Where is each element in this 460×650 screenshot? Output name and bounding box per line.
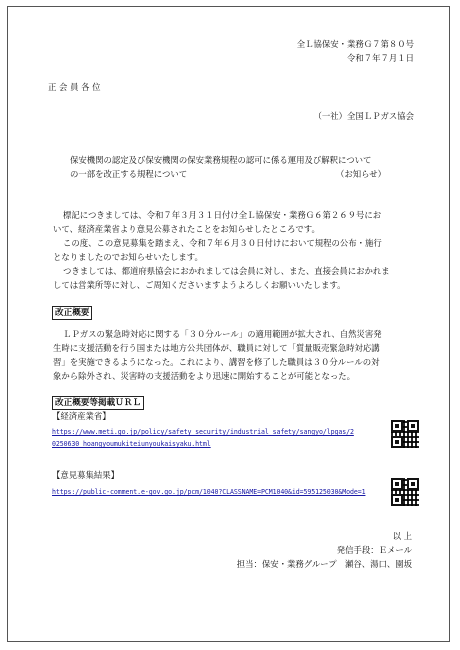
title-line-1: 保安機関の認定及び保安機関の保安業務規程の認可に係る運用及び解釈について xyxy=(70,155,372,165)
document-date: 令和７年７月１日 xyxy=(347,53,414,63)
closing-mark: 以 上 xyxy=(392,531,412,541)
comment-url[interactable]: https://public-comment.e-gov.go.jp/pcm/1040?CLASSNAME=PCM1040&id=595125030&Mode=1 xyxy=(52,488,366,496)
contact: 担当：保安・業務グループ 瀬谷、湯口、園坂 xyxy=(236,559,412,569)
comment-qr-code-icon xyxy=(391,478,419,506)
addressee: 正 会 員 各 位 xyxy=(48,82,101,92)
document-number: 全Ｌ協保安・業務Ｇ７第８０号 xyxy=(296,39,414,49)
body-p1-line1: 標記につきましては、令和７年３月３１日付け全Ｌ協保安・業務Ｇ６第２６９号にお xyxy=(63,210,382,220)
title-line-2: の一部を改正する規程について xyxy=(70,169,188,179)
body-p2-line1: この度、この意見募集を踏まえ、令和７年６月３０日付けにおいて規程の公布・施行 xyxy=(63,238,382,248)
summary-heading: 改正概要 xyxy=(52,306,92,320)
comment-label: 【意見募集結果】 xyxy=(52,470,119,480)
body-p3-line2: しては営業所等に対し、ご周知くださいますようよろしくお願いいたします。 xyxy=(53,280,346,290)
summary-line-1: ＬＰガスの緊急時対応に関する「３０分ルール」の適用範囲が拡大され、自然災害発 xyxy=(63,329,382,339)
title-tag: （お知らせ） xyxy=(336,169,386,179)
meti-url-line-2[interactable]: 0250630_hoangyoumukiteiunyoukaisyaku.html xyxy=(52,440,211,448)
meti-label: 【経済産業省】 xyxy=(52,411,111,421)
send-method: 発信手段：Ｅメール xyxy=(336,545,412,555)
links-heading: 改正概要等掲載ＵＲＬ xyxy=(52,396,144,410)
sender: （一社）全国ＬＰガス協会 xyxy=(313,111,414,121)
body-p1-line2: いて、経済産業省より意見公募されたことをお知らせしたところです。 xyxy=(53,224,320,234)
summary-line-4: 象から除外され、災害時の支援活動をより迅速に開始することが可能となった。 xyxy=(53,371,356,381)
meti-url-line-1[interactable]: https://www.meti.go.jp/policy/safety_security/industrial_safety/sangyo/lpgas/2 xyxy=(52,428,354,436)
meti-qr-code-icon xyxy=(391,420,419,448)
body-p2-line2: となりましたのでお知らせいたします。 xyxy=(53,252,203,262)
body-p3-line1: つきましては、都道府県協会におかれましては会員に対し、また、直接会員におかれま xyxy=(63,266,390,276)
summary-line-3: 習」を実施できるようになった。これにより、講習を修了した職員は３０分ルールの対 xyxy=(53,357,380,367)
summary-line-2: 生時に支援活動を行う国または地方公共団体が、職員に対して「質量販売緊急時対応講 xyxy=(53,343,380,353)
